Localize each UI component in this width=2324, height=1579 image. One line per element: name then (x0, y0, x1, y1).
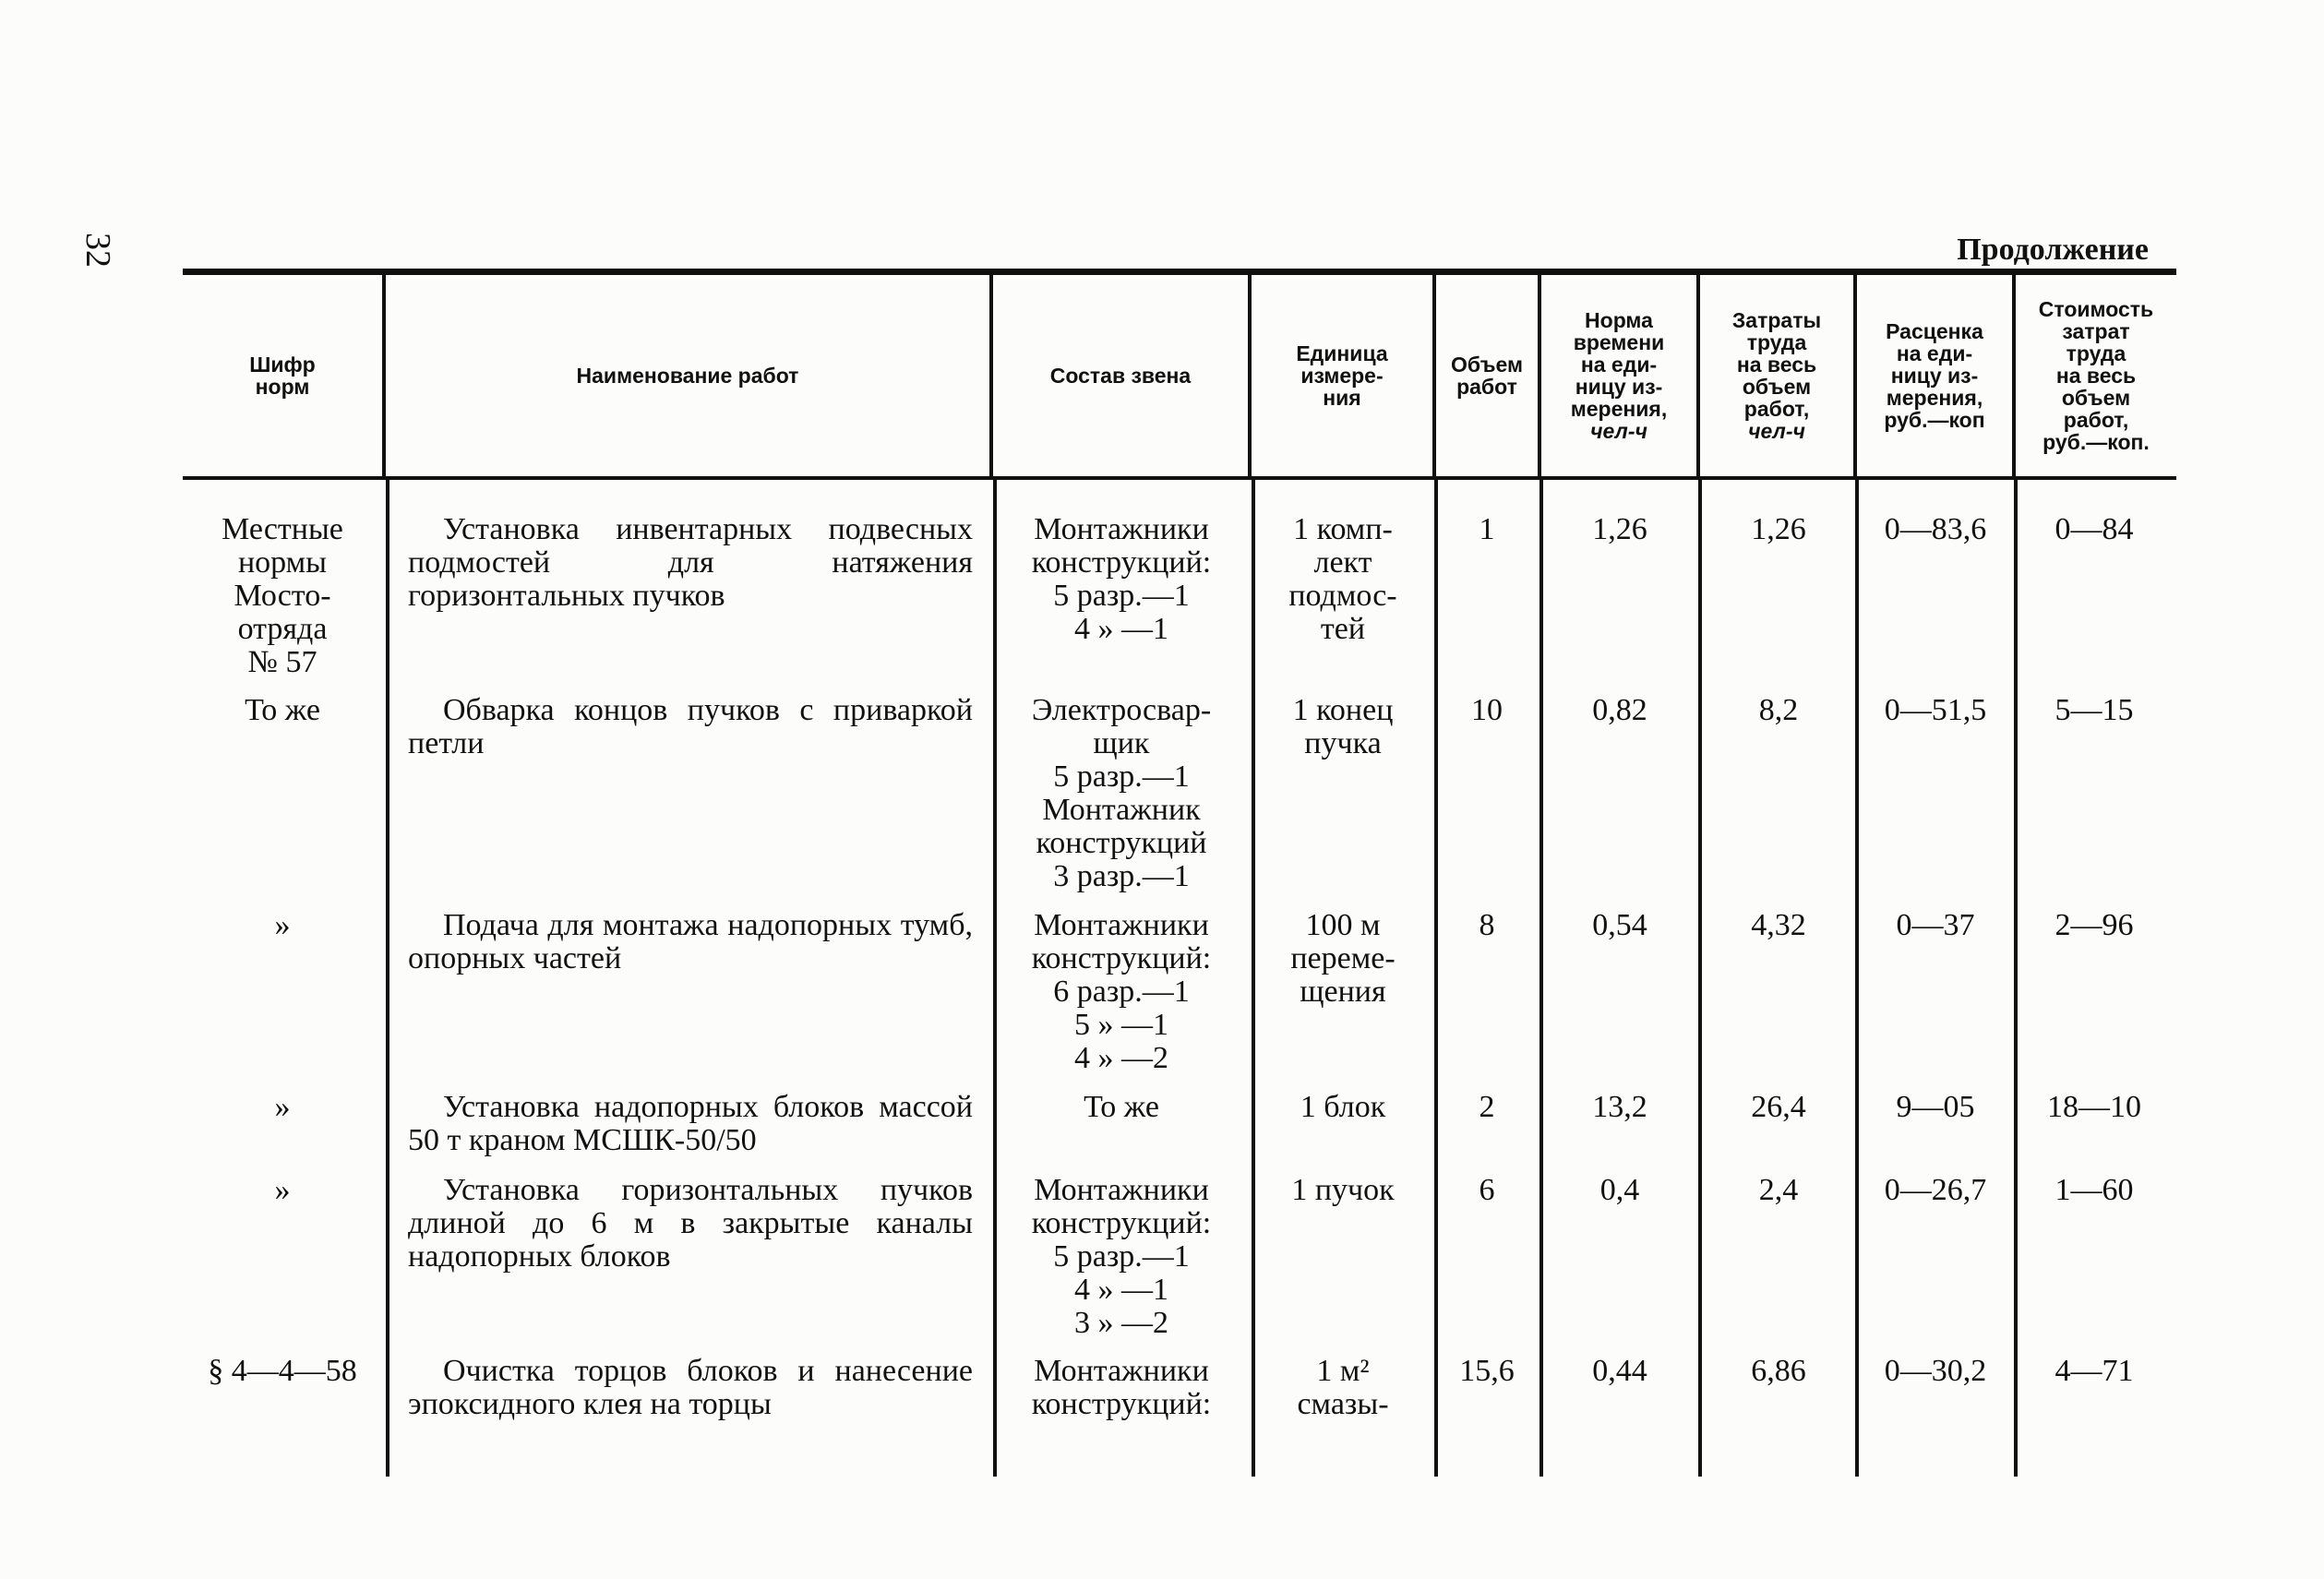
header-labor-cost-text: Затраты труда на весь объем работ, (1731, 308, 1822, 421)
cell-work-name-text: Установка инвентарных подвесных подмостей для натяжения горизонтальных пучков (408, 512, 973, 613)
cell-code: » (274, 1090, 291, 1124)
header-work-name: Наименование работ (576, 364, 799, 388)
cell-volume: 2 (1479, 1090, 1495, 1124)
cell-crew: Монтажники конструкций: 5 разр.—1 4 » —1 3 » —2 (1031, 1173, 1212, 1340)
header-code: Шифр норм (249, 353, 316, 399)
cell-time-norm: 0,82 (1592, 693, 1647, 727)
cell-time-norm: 1,26 (1592, 512, 1647, 546)
cell-work-name-text: Очистка торцов блоков и нанесение эпоксидного клея на торцы (408, 1354, 973, 1421)
cell-work-name-text: Установка надопорных блоков массой 50 т краном МСШК-50/50 (408, 1090, 973, 1157)
cell-work-name (408, 694, 973, 760)
cell-labor-cost: 6,86 (1751, 1354, 1806, 1388)
cell-work-name-text: Обварка концов пучков с приваркой петли (408, 693, 973, 760)
cell-total-cost: 1—60 (2054, 1173, 2134, 1207)
cell-unit: 1 конец пучка (1292, 693, 1394, 760)
column-divider (1434, 480, 1438, 1477)
header-time-norm-text: Норма времени на еди- ницу из- мерения, (1570, 308, 1668, 421)
cell-labor-cost: 26,4 (1751, 1090, 1806, 1124)
cell-work-name (408, 909, 973, 975)
cell-volume: 10 (1471, 693, 1503, 727)
header-bottom-rule (183, 476, 2176, 480)
cell-total-cost: 0—84 (2054, 512, 2134, 546)
cell-volume: 8 (1479, 908, 1495, 942)
cell-unit: 1 комп- лект подмос- тей (1288, 512, 1397, 646)
cell-code: » (274, 908, 291, 942)
cell-unit: 1 пучок (1291, 1173, 1395, 1207)
cell-total-cost: 2—96 (2054, 908, 2134, 942)
cell-total-cost: 5—15 (2054, 693, 2134, 727)
cell-total-cost: 4—71 (2054, 1354, 2134, 1388)
header-volume: Объем работ (1450, 353, 1524, 399)
cell-time-norm: 13,2 (1592, 1090, 1647, 1124)
cell-labor-cost: 4,32 (1751, 908, 1806, 942)
column-divider (1539, 480, 1543, 1477)
cell-labor-cost: 2,4 (1758, 1173, 1799, 1207)
continuation-label: Продолжение (1957, 233, 2149, 267)
column-divider (386, 480, 389, 1477)
cell-unit: 1 блок (1300, 1090, 1386, 1124)
cell-code: То же (245, 693, 320, 727)
cell-labor-cost: 1,26 (1751, 512, 1806, 546)
cell-time-norm: 0,54 (1592, 908, 1647, 942)
cell-volume: 6 (1479, 1173, 1495, 1207)
cell-crew: Монтажники конструкций: 6 разр.—1 5 » —1 4 » —2 (1031, 908, 1212, 1075)
cell-work-name (408, 1355, 973, 1421)
cell-unit: 100 м переме- щения (1290, 908, 1396, 1009)
header-labor-cost-unit: чел-ч (1748, 419, 1805, 443)
cell-volume: 1 (1479, 512, 1495, 546)
cell-rate: 0—51,5 (1884, 693, 1987, 727)
cell-crew: Монтажники конструкций: 5 разр.—1 4 » —1 (1031, 512, 1212, 646)
header-time-norm (1541, 277, 1696, 474)
cell-crew: Электросвар- щик 5 разр.—1 Монтажник конструкций 3 разр.—1 (1031, 693, 1212, 893)
cell-rate: 0—83,6 (1884, 512, 1987, 546)
cell-unit: 1 м² смазы- (1297, 1354, 1389, 1421)
cell-rate: 9—05 (1896, 1090, 1975, 1124)
table-top-rule (183, 269, 2176, 275)
cell-work-name (408, 513, 973, 613)
header-labor-cost (1700, 277, 1853, 474)
cell-work-name-text: Установка горизонтальных пучков длиной до 6 м в закрытые каналы надопорных блоков (408, 1173, 973, 1274)
header-rate: Расценка на еди- ницу из- мерения, руб.—коп (1884, 319, 1985, 432)
column-divider (1855, 480, 1859, 1477)
header-time-norm-unit: чел-ч (1590, 419, 1647, 443)
cell-rate: 0—37 (1896, 908, 1975, 942)
cell-code: Местные нормы Мосто- отряда № 57 (222, 512, 343, 679)
cell-rate: 0—30,2 (1884, 1354, 1987, 1388)
cell-work-name (408, 1174, 973, 1274)
cell-volume: 15,6 (1459, 1354, 1515, 1388)
column-divider (1698, 480, 1702, 1477)
cell-total-cost: 18—10 (2047, 1090, 2141, 1124)
header-crew: Состав звена (1049, 364, 1192, 388)
header-unit: Единица измере- ния (1296, 341, 1388, 410)
column-divider (2014, 480, 2018, 1477)
page-number: 32 (78, 233, 117, 268)
cell-work-name-text: Подача для монтажа надопорных тумб, опорных частей (408, 908, 973, 975)
cell-work-name (408, 1091, 973, 1157)
cell-labor-cost: 8,2 (1758, 693, 1799, 727)
cell-rate: 0—26,7 (1884, 1173, 1987, 1207)
header-total-cost: Стоимость затрат труда на весь объем работ, руб.—коп. (2038, 297, 2154, 454)
cell-time-norm: 0,4 (1599, 1173, 1640, 1207)
cell-crew: То же (1084, 1090, 1159, 1124)
cell-crew: Монтажники конструкций: (1031, 1354, 1212, 1421)
cell-time-norm: 0,44 (1592, 1354, 1647, 1388)
cell-code: § 4—4—58 (208, 1354, 357, 1388)
cell-code: » (274, 1173, 291, 1207)
